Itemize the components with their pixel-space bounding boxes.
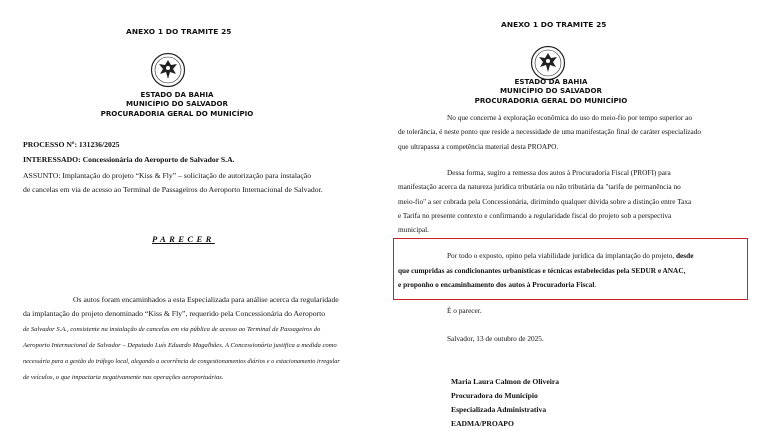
header-line-state: ESTADO DA BAHIA bbox=[514, 77, 588, 86]
highlight-box bbox=[393, 238, 748, 300]
header-line-procuradoria: PROCURADORIA GERAL DO MUNICÍPIO bbox=[474, 95, 628, 105]
body-line-3: de Salvador S.A., consistente na instalação de cancelas em via pública de acesso ao Terminal de Passageiros do bbox=[23, 326, 321, 333]
annex-label: ANEXO 1 DO TRAMITE 25 bbox=[126, 27, 232, 36]
page-gutter bbox=[375, 0, 384, 435]
header-line-municipality: MUNICÍPIO DO SALVADOR bbox=[126, 99, 228, 109]
header-line-state: ESTADO DA BAHIA bbox=[140, 90, 214, 99]
signer-title: Procuradora do Município bbox=[451, 391, 538, 400]
body-line-6: de veículos, o que impactaria negativamente nas operações aeroportuárias. bbox=[23, 374, 224, 381]
conclusion-period: . bbox=[594, 280, 597, 289]
body-line-2: da implantação do projeto denominado “Kiss & Fly”, requerido pela Concessionária do Aeroporto bbox=[23, 309, 326, 318]
signer-unit: Especializada Administrativa bbox=[451, 405, 547, 414]
conclusion-referral: e proponho o encaminhamento dos autos à Procuradoria Fiscal bbox=[398, 280, 595, 289]
document-date: Salvador, 13 de outubro de 2025. bbox=[447, 334, 544, 343]
signer-name: Maria Laura Calmon de Oliveira bbox=[451, 377, 559, 386]
paragraph-1-line-2: de tolerância, é neste ponto que reside a necessidade de uma manifestação final de caráter especializado bbox=[398, 127, 702, 136]
body-line-1: Os autos foram encaminhados a esta Especializada para análise acerca da regularidade bbox=[73, 295, 339, 304]
header-line-procuradoria: PROCURADORIA GERAL DO MUNICÍPIO bbox=[100, 108, 254, 118]
paragraph-3-line-2: que cumpridas as condicionantes urbanísticas e técnicas estabelecidas pela SEDUR e ANAC, bbox=[398, 266, 686, 275]
assunto-line-1: ASSUNTO: Implantação do projeto “Kiss & Fly” – solicitação de autorização para instalação bbox=[23, 171, 312, 180]
coat-of-arms-seal-icon bbox=[530, 45, 566, 81]
document-page-left bbox=[0, 0, 375, 435]
assunto-line-2: de cancelas em via de acesso ao Terminal de Passageiros do Aeroporto Internacional de Salvador. bbox=[23, 185, 323, 194]
document-page-right bbox=[384, 0, 763, 435]
paragraph-2-line-3: meio-fio" a ser cobrada pela Concessionária, dirimindo qualquer dúvida sobre a distinção entre Taxa bbox=[398, 197, 692, 206]
institution-header bbox=[466, 77, 636, 105]
interessado-line: INTERESSADO: Concessionária do Aeroporto de Salvador S.A. bbox=[23, 155, 235, 164]
paragraph-1-line-3: que ultrapassa a competência material desta PROAPO. bbox=[398, 142, 559, 151]
body-line-5: necessária para a gestão do tráfego local, alegando a ocorrência de congestionamentos diários e o estacionamento irregular bbox=[23, 358, 340, 365]
closing-text: É o parecer. bbox=[447, 306, 482, 315]
paragraph-2-line-1: Dessa forma, sugiro a remessa dos autos à Procuradoria Fiscal (PROFI) para bbox=[447, 168, 671, 177]
paragraph-2-line-4: e Tarifa no presente contexto e confirmando a regularidade fiscal do projeto sob a perspectiva bbox=[398, 211, 672, 220]
conclusion-text: Por todo o exposto, opino pela viabilidade jurídica da implantação do projeto, bbox=[447, 251, 675, 260]
conclusion-condition-start: desde bbox=[674, 251, 694, 260]
signer-department: EADMA/PROAPO bbox=[451, 419, 514, 428]
parecer-heading: PARECER bbox=[152, 234, 215, 244]
institution-header bbox=[92, 90, 262, 118]
header-line-municipality: MUNICÍPIO DO SALVADOR bbox=[500, 86, 602, 96]
body-line-4: Aeroporto Internacional de Salvador – Deputado Luís Eduardo Magalhães. A Concessionária justifica a medida como bbox=[23, 342, 337, 349]
coat-of-arms-seal-icon bbox=[150, 52, 186, 88]
paragraph-1-line-1: No que concerne à exploração econômica do uso do meio-fio por tempo superior ao bbox=[447, 113, 692, 122]
paragraph-2-line-5: municipal. bbox=[398, 225, 430, 234]
processo-number: PROCESSO Nº: 131236/2025 bbox=[23, 140, 120, 149]
annex-label: ANEXO 1 DO TRAMITE 25 bbox=[501, 20, 607, 29]
paragraph-2-line-2: manifestação acerca da natureza jurídica tributária ou não tributária da "tarifa de permanência no bbox=[398, 182, 681, 191]
